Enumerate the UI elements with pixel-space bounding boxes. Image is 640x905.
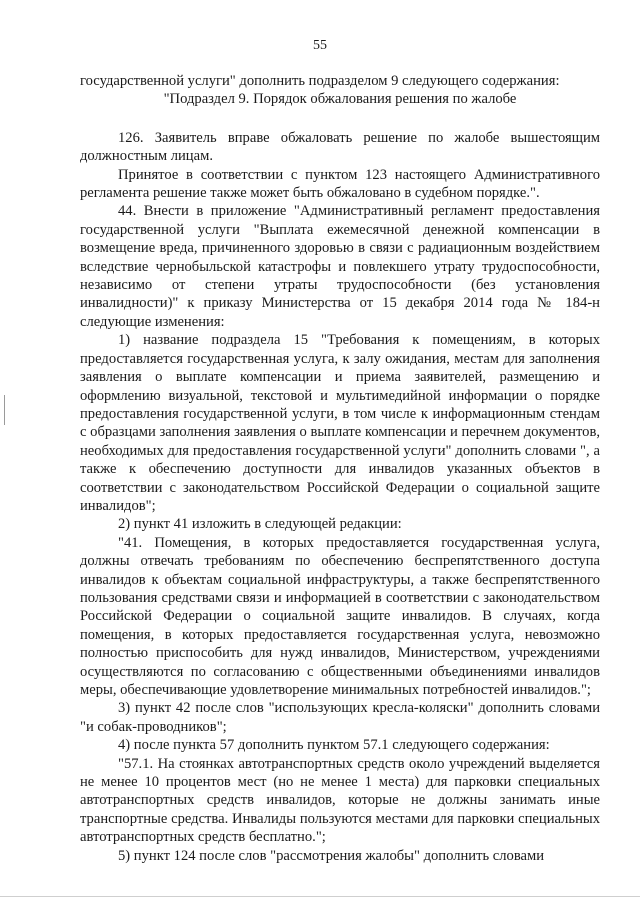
paragraph-57-1: "57.1. На стоянках автотранспортных средств около учреждений выделяется не менее 10 процентов мест (но не менее 1 места) для парковки специальных автотранспортных средств инвалидов, которые не должны занимать иные транспортные средства. Инвалиды пользуются местами для парковки специальных автотранспортных средств бесплатно."; [80, 755, 600, 846]
paragraph-decision: Принятое в соответствии с пунктом 123 настоящего Административного регламента решение также может быть обжаловано в судебном порядке.". [80, 166, 600, 202]
paragraph-44: 44. Внести в приложение "Административный регламент предоставления государственной услуги "Выплата ежемесячной денежной компенсации в возмещение вреда, причиненного здоровью в связи с радиационным воздействием вследствие чернобыльской катастрофы и повлекшего утрату трудоспособности, независимо от степени утраты трудоспособности (без установления инвалидности)" к приказу Министерства от 15 декабря 2014 года № 184-н следующие изменения: [80, 203, 600, 330]
item-5: 5) пункт 124 после слов "рассмотрения жалобы" дополнить словами [118, 847, 545, 864]
document-body [80, 72, 600, 865]
paragraph-continuation: государственной услуги" дополнить подразделом 9 следующего содержания: [80, 73, 560, 89]
scan-bottom-edge [0, 896, 640, 897]
paragraph-126: 126. Заявитель вправе обжаловать решение по жалобе вышестоящим должностным лицам. [80, 129, 600, 165]
subsection-heading: "Подраздел 9. Порядок обжалования решения по жалобе [163, 91, 517, 108]
item-4: 4) после пункта 57 дополнить пунктом 57.1 следующего содержания: [118, 737, 550, 754]
item-1: 1) название подраздела 15 "Требования к помещениям, в которых предоставляется государственная услуга, к залу ожидания, местам для заполнения заявления о выплате компенсации и приема заявителей, размещению и оформлению визуальной, текстовой и мультимедийной информации о порядке предоставления государственной услуги, в том числе к информационным стендам с образцами заполнения заявления о выплате компенсации и перечнем документов, необходимых для предоставления государственной услуги" дополнить словами ", а также к обеспечению доступности для инвалидов указанных объектов в соответствии с законодательством Российской Федерации о социальной защите инвалидов"; [80, 332, 600, 514]
item-3: 3) пункт 42 после слов "использующих кресла-коляски" дополнить словами "и собак-проводников"; [80, 700, 600, 735]
paragraph-41: "41. Помещения, в которых предоставляется государственная услуга, должны отвечать требованиям по обеспечению беспрепятственного доступа инвалидов к объектам социальной инфраструктуры, а также беспрепятственного пользования средствами связи и информацией в соответствии с законодательством Российской Федерации о социальной защите инвалидов. В случаях, когда помещения, в которых предоставляется государственная услуга, невозможно полностью приспособить для нужд инвалидов, Министерством, учреждениями осуществляются по согласованию с общественными объединениями инвалидов меры, обеспечивающие удовлетворение минимальных потребностей инвалидов."; [80, 534, 600, 698]
scan-edge-mark [4, 395, 5, 425]
paragraph-spacer [80, 109, 600, 129]
page-number: 55 [313, 38, 327, 53]
item-2: 2) пункт 41 изложить в следующей редакции: [118, 516, 402, 533]
